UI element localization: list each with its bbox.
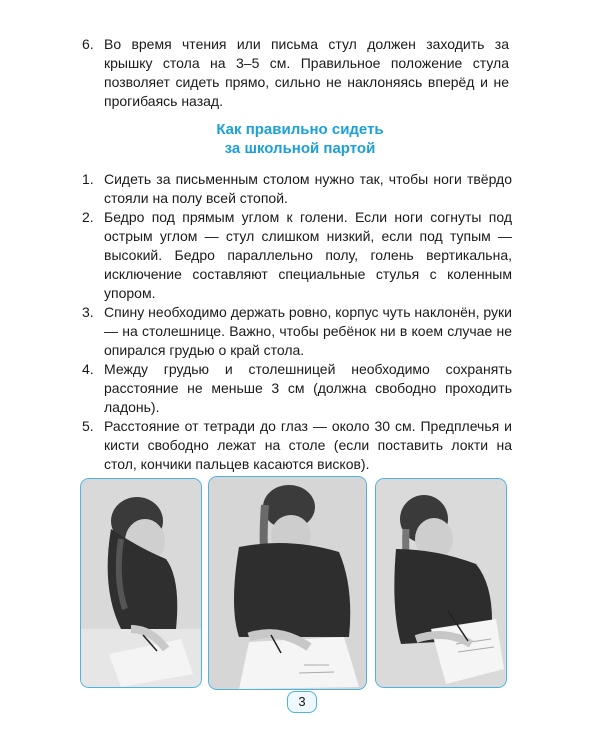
intro-list — [0, 35, 509, 111]
girl-writing-illustration — [81, 479, 201, 687]
item-number: 6. — [82, 36, 94, 52]
item-text: Во время чтения или письма стул должен заходить за крышку стола на 3–5 см. Правильное положение стула позволяет сидеть прямо, сильно не наклоняясь вперёд и не прогибаясь назад. — [104, 36, 509, 109]
photo-three-quarter-view — [375, 478, 507, 688]
list-item — [82, 360, 512, 417]
girl-writing-illustration — [376, 479, 506, 687]
item-text: Между грудью и столешницей необходимо сохранять расстояние не меньше 3 см (должна свободно проходить ладонь). — [104, 361, 512, 415]
item-number: 1. — [82, 171, 94, 187]
photo-side-view — [80, 478, 202, 688]
list-item — [82, 170, 512, 208]
item-text: Расстояние от тетради до глаз — около 30 см. Предплечья и кисти свободно лежат на столе (если поставить локти на стол, кончики пальцев касаются висков). — [104, 418, 512, 472]
list-item — [82, 208, 512, 303]
item-text: Сидеть за письменным столом нужно так, чтобы ноги твёрдо стояли на полу всей стопой. — [104, 171, 512, 206]
item-number: 5. — [82, 418, 94, 434]
list-item — [82, 417, 512, 474]
page-number: 3 — [287, 691, 317, 713]
heading-line-2: за школьной партой — [224, 140, 376, 157]
girl-writing-illustration — [209, 477, 366, 689]
posture-rules-list — [0, 170, 512, 474]
item-number: 2. — [82, 209, 94, 225]
section-heading — [0, 120, 600, 158]
heading-line-1: Как правильно сидеть — [216, 121, 384, 138]
list-item — [82, 303, 512, 360]
item-text: Спину необходимо держать ровно, корпус чуть наклонён, руки — на столешнице. Важно, чтобы ребёнок ни в коем случае не опирался грудью о край стола. — [104, 304, 512, 358]
item-number: 3. — [82, 304, 94, 320]
list-item — [82, 35, 509, 111]
item-number: 4. — [82, 361, 94, 377]
item-text: Бедро под прямым углом к голени. Если ноги согнуты под острым углом — стул слишком низкий, если под тупым — высокий. Бедро параллельно полу, голень вертикальна, исключение составляют специальные стулья с коленным упором. — [104, 209, 512, 301]
photo-front-view — [208, 476, 367, 690]
